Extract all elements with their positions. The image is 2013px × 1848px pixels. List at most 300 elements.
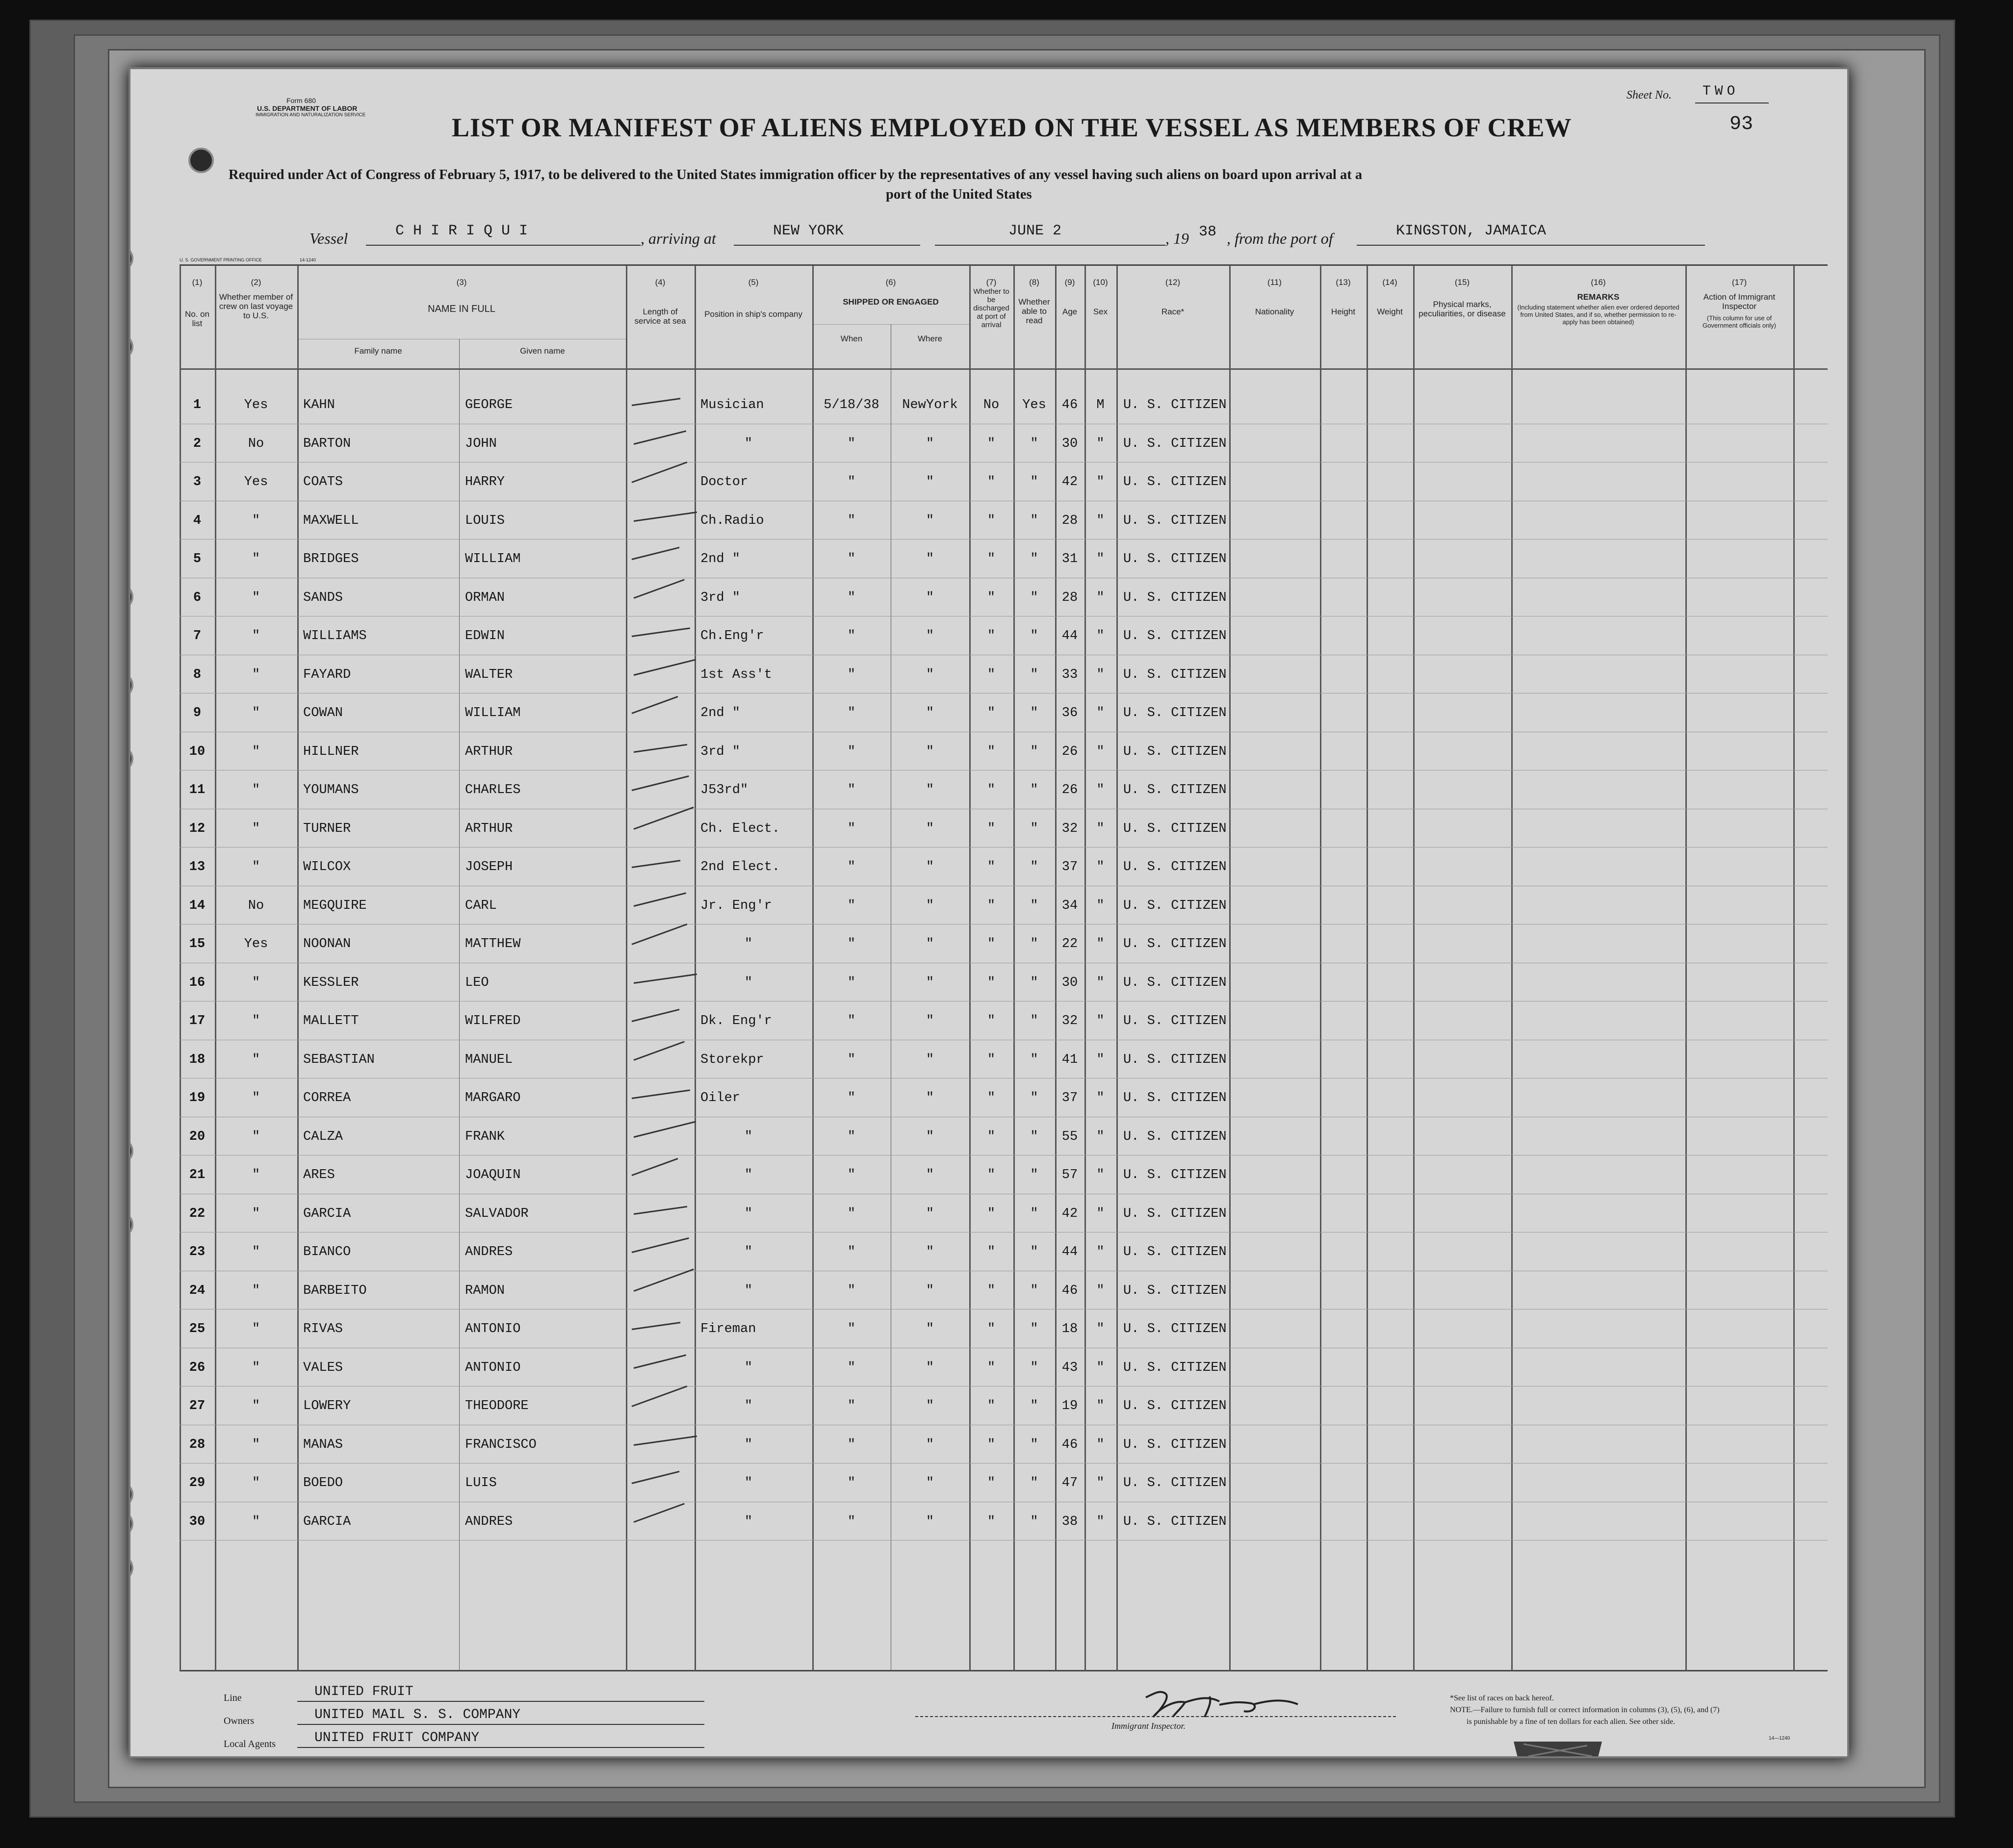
discharge-cell: " <box>987 1360 996 1375</box>
sex-cell: " <box>1096 1476 1105 1490</box>
able-to-read-cell: " <box>1030 1476 1038 1490</box>
table-row <box>130 581 1847 619</box>
row-number: 14 <box>189 898 206 913</box>
age-cell: 55 <box>1061 1129 1078 1144</box>
shipped-where-cell: " <box>926 937 934 951</box>
sheet-number: TWO <box>1703 84 1739 99</box>
pen-check-mark <box>634 1206 687 1214</box>
sex-cell: " <box>1096 744 1105 759</box>
last-voyage-cell: " <box>252 1514 260 1529</box>
age-cell: 31 <box>1061 552 1078 566</box>
shipped-when-cell: " <box>847 937 856 951</box>
able-to-read-cell: " <box>1030 513 1038 528</box>
table-row <box>130 1158 1847 1196</box>
shipped-where-cell: " <box>926 629 934 643</box>
header-service-length: Length of service at sea <box>634 307 686 326</box>
row-number: 10 <box>189 744 206 759</box>
table-row <box>130 619 1847 657</box>
shipped-where-cell: " <box>926 1322 934 1336</box>
nationality-cell: U. S. CITIZEN <box>1123 1360 1227 1375</box>
column-number: (17) <box>1731 278 1747 287</box>
sex-cell: " <box>1096 1091 1105 1105</box>
last-voyage-cell: " <box>252 783 260 797</box>
discharge-cell: " <box>987 898 996 913</box>
discharge-cell: " <box>987 744 996 759</box>
given-name-cell: ORMAN <box>465 590 505 605</box>
position-cell: Doctor <box>700 475 748 489</box>
table-header-rule <box>180 368 1828 370</box>
shipped-where-cell: " <box>926 821 934 836</box>
position-cell: " <box>744 1283 753 1298</box>
print-office: U. S. GOVERNMENT PRINTING OFFICE <box>180 257 262 262</box>
pen-check-mark <box>631 462 687 483</box>
pen-check-mark <box>632 547 680 560</box>
discharge-cell: " <box>987 475 996 489</box>
position-cell: " <box>744 1245 753 1259</box>
given-name-cell: WALTER <box>465 667 513 682</box>
header-list-number: No. on list <box>184 309 210 328</box>
able-to-read-cell: " <box>1030 1168 1038 1182</box>
row-number: 15 <box>189 937 206 951</box>
sex-cell: " <box>1096 552 1105 566</box>
nationality-cell: U. S. CITIZEN <box>1123 706 1227 720</box>
last-voyage-cell: " <box>252 1283 260 1298</box>
discharge-cell: " <box>987 590 996 605</box>
arrival-year: 38 <box>1199 224 1217 240</box>
fine-note-2: is punishable by a fine of ten dollars for each alien. See other side. <box>1467 1718 1676 1726</box>
family-name-cell: MEGQUIRE <box>303 898 367 913</box>
table-row <box>130 889 1847 927</box>
department-name: U.S. DEPARTMENT OF LABOR <box>257 104 358 112</box>
sex-cell: " <box>1096 1168 1105 1182</box>
family-name-cell: BRIDGES <box>303 552 359 566</box>
pen-check-mark <box>632 1009 680 1022</box>
shipped-where-cell: " <box>926 744 934 759</box>
row-number: 28 <box>189 1437 206 1452</box>
shipped-where-cell: " <box>926 1437 934 1452</box>
position-cell: " <box>744 1206 753 1221</box>
shipped-where-cell: " <box>926 898 934 913</box>
table-row <box>130 465 1847 503</box>
sex-cell: " <box>1096 1399 1105 1413</box>
nationality-cell: U. S. CITIZEN <box>1123 744 1227 759</box>
given-name-cell: SALVADOR <box>465 1206 529 1221</box>
family-name-cell: SANDS <box>303 590 343 605</box>
age-cell: 28 <box>1061 590 1078 605</box>
discharge-cell: " <box>987 706 996 720</box>
discharge-cell: " <box>987 1014 996 1028</box>
position-cell: 1st Ass't <box>700 667 772 682</box>
discharge-cell: " <box>987 860 996 874</box>
pen-check-mark <box>634 430 686 445</box>
last-voyage-cell: Yes <box>244 398 268 412</box>
age-cell: 46 <box>1061 398 1078 412</box>
last-voyage-cell: " <box>252 706 260 720</box>
given-name-cell: EDWIN <box>465 629 505 643</box>
nationality-cell: U. S. CITIZEN <box>1123 590 1227 605</box>
sex-cell: " <box>1096 1283 1105 1298</box>
age-cell: 44 <box>1061 629 1078 643</box>
nationality-cell: U. S. CITIZEN <box>1123 629 1227 643</box>
table-row <box>130 1120 1847 1158</box>
shipped-where-cell: " <box>926 706 934 720</box>
race-note: *See list of races on back hereof. <box>1450 1694 1554 1702</box>
nationality-cell: U. S. CITIZEN <box>1123 1283 1227 1298</box>
nationality-cell: U. S. CITIZEN <box>1123 552 1227 566</box>
last-voyage-cell: " <box>252 1476 260 1490</box>
header-position: Position in ship's company <box>704 309 802 319</box>
header-race: Race* <box>1161 307 1185 316</box>
last-voyage-cell: " <box>252 667 260 682</box>
given-name-cell: LUIS <box>465 1476 497 1490</box>
shipped-when-cell: " <box>847 898 856 913</box>
row-number: 13 <box>189 860 206 874</box>
table-row <box>130 1274 1847 1312</box>
column-number: (10) <box>1093 278 1108 287</box>
last-voyage-cell: " <box>252 1322 260 1336</box>
row-number: 16 <box>189 975 206 990</box>
last-voyage-cell: Yes <box>244 937 268 951</box>
pen-check-mark <box>632 860 680 868</box>
row-number: 26 <box>189 1360 206 1375</box>
position-cell: Musician <box>700 398 764 412</box>
able-to-read-cell: " <box>1030 629 1038 643</box>
nationality-cell: U. S. CITIZEN <box>1123 821 1227 836</box>
row-number: 29 <box>189 1476 206 1490</box>
nationality-cell: U. S. CITIZEN <box>1123 975 1227 990</box>
table-row <box>130 773 1847 811</box>
family-name-cell: GARCIA <box>303 1514 351 1529</box>
from-port-label: , from the port of <box>1227 230 1333 247</box>
column-number: (12) <box>1165 278 1181 287</box>
position-cell: " <box>744 1476 753 1490</box>
discharge-cell: " <box>987 783 996 797</box>
able-to-read-cell: " <box>1030 898 1038 913</box>
row-number: 4 <box>193 513 202 528</box>
family-name-cell: FAYARD <box>303 667 351 682</box>
shipped-where-cell: " <box>926 860 934 874</box>
nationality-cell: U. S. CITIZEN <box>1123 1168 1227 1182</box>
discharge-cell: " <box>987 1129 996 1144</box>
vessel-underline <box>366 245 641 246</box>
row-number: 24 <box>189 1283 206 1298</box>
sex-cell: " <box>1096 860 1105 874</box>
pen-check-mark <box>634 1435 697 1445</box>
table-row <box>130 388 1847 426</box>
departure-port: KINGSTON, JAMAICA <box>1396 223 1547 239</box>
family-name-cell: KESSLER <box>303 975 359 990</box>
discharge-cell: " <box>987 975 996 990</box>
able-to-read-cell: " <box>1030 975 1038 990</box>
shipped-where-cell: NewYork <box>902 398 958 412</box>
position-cell: J53rd" <box>700 783 748 797</box>
line-value: UNITED FRUIT <box>314 1684 413 1699</box>
header-height: Height <box>1331 307 1356 316</box>
column-number: (6) <box>885 278 896 287</box>
table-row <box>130 1428 1847 1466</box>
age-cell: 34 <box>1061 898 1078 913</box>
header-sex: Sex <box>1093 307 1108 316</box>
discharge-cell: " <box>987 1091 996 1105</box>
table-row <box>130 1004 1847 1042</box>
discharge-cell: " <box>987 513 996 528</box>
last-voyage-cell: " <box>252 1245 260 1259</box>
shipped-where-cell: " <box>926 1399 934 1413</box>
sex-cell: " <box>1096 667 1105 682</box>
given-name-cell: RAMON <box>465 1283 505 1298</box>
family-name-cell: ARES <box>303 1168 335 1182</box>
family-name-cell: WILLIAMS <box>303 629 367 643</box>
able-to-read-cell: " <box>1030 1052 1038 1067</box>
able-to-read-cell: " <box>1030 667 1038 682</box>
age-cell: 46 <box>1061 1437 1078 1452</box>
sex-cell: " <box>1096 821 1105 836</box>
last-voyage-cell: " <box>252 821 260 836</box>
position-cell: Jr. Eng'r <box>700 898 772 913</box>
row-number: 9 <box>193 706 202 720</box>
position-cell: 3rd " <box>700 590 741 605</box>
nationality-cell: U. S. CITIZEN <box>1123 1206 1227 1221</box>
header-remarks-detail: (Including statement whether alien ever ordered deported from United States, and if so, whether permission to re-apply has been obtained) <box>1517 304 1679 326</box>
pen-check-mark <box>632 1322 680 1330</box>
family-name-cell: COWAN <box>303 706 343 720</box>
age-cell: 26 <box>1061 744 1078 759</box>
sex-cell: " <box>1096 590 1105 605</box>
last-voyage-cell: " <box>252 629 260 643</box>
able-to-read-cell: " <box>1030 1014 1038 1028</box>
position-cell: 2nd " <box>700 552 741 566</box>
binder-hole <box>129 246 133 271</box>
row-number: 17 <box>189 1014 206 1028</box>
row-number: 22 <box>189 1206 206 1221</box>
column-number: (7) <box>986 278 997 287</box>
column-number: (8) <box>1029 278 1039 287</box>
table-bottom-rule <box>180 1670 1828 1671</box>
discharge-cell: No <box>983 398 1000 412</box>
table-row <box>130 1505 1847 1543</box>
given-name-cell: CHARLES <box>465 783 521 797</box>
table-row <box>130 927 1847 965</box>
given-name-cell: MARGARO <box>465 1091 521 1105</box>
family-name-cell: NOONAN <box>303 937 351 951</box>
age-cell: 37 <box>1061 1091 1078 1105</box>
table-row <box>130 542 1847 580</box>
sex-cell: " <box>1096 706 1105 720</box>
nationality-cell: U. S. CITIZEN <box>1123 398 1227 412</box>
vessel-name: C H I R I Q U I <box>395 223 528 239</box>
family-name-cell: SEBASTIAN <box>303 1052 375 1067</box>
able-to-read-cell: " <box>1030 475 1038 489</box>
pen-check-mark <box>634 744 687 752</box>
nationality-cell: U. S. CITIZEN <box>1123 1091 1227 1105</box>
last-voyage-cell: " <box>252 1052 260 1067</box>
arrival-underline <box>734 245 920 246</box>
family-name-cell: BOEDO <box>303 1476 343 1490</box>
shipped-when-cell: " <box>847 1399 856 1413</box>
shipped-when-cell: " <box>847 860 856 874</box>
header-inspector-action: Action of Immigrant Inspector <box>1703 292 1776 311</box>
age-cell: 26 <box>1061 783 1078 797</box>
last-voyage-cell: " <box>252 1014 260 1028</box>
discharge-cell: " <box>987 667 996 682</box>
shipped-when-cell: " <box>847 1322 856 1336</box>
header-family-name: Family name <box>354 346 402 356</box>
family-name-cell: MAXWELL <box>303 513 359 528</box>
age-cell: 37 <box>1061 860 1078 874</box>
discharge-cell: " <box>987 1168 996 1182</box>
pen-check-mark <box>634 659 696 675</box>
form-code-bottom: 14—1240 <box>1769 1736 1790 1741</box>
sex-cell: " <box>1096 1052 1105 1067</box>
pen-check-mark <box>633 1503 684 1522</box>
column-number: (13) <box>1336 278 1351 287</box>
table-row <box>130 427 1847 465</box>
discharge-cell: " <box>987 937 996 951</box>
header-age: Age <box>1062 307 1078 316</box>
table-row <box>130 850 1847 888</box>
last-voyage-cell: " <box>252 1399 260 1413</box>
pen-check-mark <box>631 1158 678 1176</box>
row-number: 12 <box>189 821 206 836</box>
last-voyage-cell: " <box>252 1437 260 1452</box>
nationality-cell: U. S. CITIZEN <box>1123 1052 1227 1067</box>
binder-hole <box>129 334 133 359</box>
header-inspector-note: (This column for use of Government officials only) <box>1702 314 1777 329</box>
sex-cell: " <box>1096 975 1105 990</box>
discharge-cell: " <box>987 1052 996 1067</box>
last-voyage-cell: " <box>252 552 260 566</box>
sex-cell: " <box>1096 1514 1105 1529</box>
family-name-cell: COATS <box>303 475 343 489</box>
header-remarks: REMARKS <box>1577 292 1620 302</box>
last-voyage-cell: No <box>248 436 264 451</box>
age-cell: 33 <box>1061 667 1078 682</box>
family-name-cell: MALLETT <box>303 1014 359 1028</box>
last-voyage-cell: " <box>252 1206 260 1221</box>
pen-check-mark <box>634 973 697 983</box>
age-cell: 41 <box>1061 1052 1078 1067</box>
given-name-cell: FRANK <box>465 1129 505 1144</box>
position-cell: Ch. Elect. <box>700 821 780 836</box>
given-name-cell: FRANCISCO <box>465 1437 537 1452</box>
table-row <box>130 1351 1847 1389</box>
given-name-cell: ARTHUR <box>465 821 513 836</box>
able-to-read-cell: " <box>1030 1437 1038 1452</box>
column-number: (2) <box>251 278 261 287</box>
shipped-when-cell: " <box>847 744 856 759</box>
discharge-cell: " <box>987 629 996 643</box>
header-physical-marks: Physical marks, peculiarities, or disease <box>1419 300 1506 318</box>
position-cell: Oiler <box>700 1091 741 1105</box>
header-where: Where <box>917 334 943 343</box>
given-name-cell: JOAQUIN <box>465 1168 521 1182</box>
nationality-cell: U. S. CITIZEN <box>1123 1245 1227 1259</box>
last-voyage-cell: Yes <box>244 475 268 489</box>
age-cell: 57 <box>1061 1168 1078 1182</box>
year-prefix: , 19 <box>1165 230 1189 247</box>
given-name-cell: JOHN <box>465 436 497 451</box>
able-to-read-cell: " <box>1030 1514 1038 1529</box>
shipped-where-cell: " <box>926 590 934 605</box>
pen-check-mark <box>633 579 684 598</box>
age-cell: 30 <box>1061 975 1078 990</box>
given-name-cell: MANUEL <box>465 1052 513 1067</box>
discharge-cell: " <box>987 1514 996 1529</box>
shipped-when-cell: " <box>847 1052 856 1067</box>
shipped-when-cell: " <box>847 975 856 990</box>
shipped-when-cell: " <box>847 1091 856 1105</box>
header-discharged: Whether to be discharged at port of arrival <box>973 287 1009 329</box>
shipped-when-cell: " <box>847 1245 856 1259</box>
sex-cell: " <box>1096 1129 1105 1144</box>
able-to-read-cell: " <box>1030 1360 1038 1375</box>
family-name-cell: BARTON <box>303 436 351 451</box>
fine-note-1: NOTE.—Failure to furnish full or correct information in columns (3), (5), (6), and (7) <box>1450 1706 1720 1714</box>
row-number: 7 <box>193 629 202 643</box>
shipped-when-cell: " <box>847 590 856 605</box>
page-number: 93 <box>1729 113 1754 135</box>
family-name-cell: LOWERY <box>303 1399 351 1413</box>
able-to-read-cell: " <box>1030 552 1038 566</box>
sex-cell: " <box>1096 436 1105 451</box>
position-cell: Dk. Eng'r <box>700 1014 772 1028</box>
age-cell: 32 <box>1061 821 1078 836</box>
given-name-cell: WILLIAM <box>465 706 521 720</box>
given-name-cell: ANDRES <box>465 1514 513 1529</box>
position-cell: " <box>744 436 753 451</box>
able-to-read-cell: " <box>1030 706 1038 720</box>
form-number: Form 680 <box>286 97 316 104</box>
last-voyage-cell: " <box>252 1360 260 1375</box>
column-number: (3) <box>456 278 467 287</box>
table-row <box>130 1312 1847 1350</box>
family-name-cell: RIVAS <box>303 1322 343 1336</box>
shipped-when-cell: " <box>847 1437 856 1452</box>
able-to-read-cell: " <box>1030 744 1038 759</box>
row-number: 20 <box>189 1129 206 1144</box>
shipped-when-cell: " <box>847 552 856 566</box>
sex-cell: " <box>1096 937 1105 951</box>
column-number: (16) <box>1591 278 1606 287</box>
position-cell: " <box>744 1437 753 1452</box>
shipped-when-cell: " <box>847 1129 856 1144</box>
pen-check-mark <box>634 1121 696 1137</box>
pen-check-mark <box>632 1237 689 1253</box>
nationality-cell: U. S. CITIZEN <box>1123 1514 1227 1529</box>
table-row <box>130 504 1847 542</box>
date-underline <box>935 245 1165 246</box>
nationality-cell: U. S. CITIZEN <box>1123 1437 1227 1452</box>
sex-cell: " <box>1096 783 1105 797</box>
discharge-cell: " <box>987 1283 996 1298</box>
inspector-signature <box>1126 1683 1357 1727</box>
able-to-read-cell: " <box>1030 860 1038 874</box>
row-number: 18 <box>189 1052 206 1067</box>
column-number: (15) <box>1454 278 1470 287</box>
position-cell: Storekpr <box>700 1052 764 1067</box>
sheet-label: Sheet No. <box>1626 89 1672 102</box>
header-when: When <box>840 334 863 343</box>
family-name-cell: YOUMANS <box>303 783 359 797</box>
discharge-cell: " <box>987 552 996 566</box>
given-name-cell: WILFRED <box>465 1014 521 1028</box>
family-name-cell: WILCOX <box>303 860 351 874</box>
able-to-read-cell: Yes <box>1022 398 1046 412</box>
table-row <box>130 812 1847 850</box>
row-number: 19 <box>189 1091 206 1105</box>
column-number: (5) <box>748 278 759 287</box>
position-cell: 2nd Elect. <box>700 860 780 874</box>
